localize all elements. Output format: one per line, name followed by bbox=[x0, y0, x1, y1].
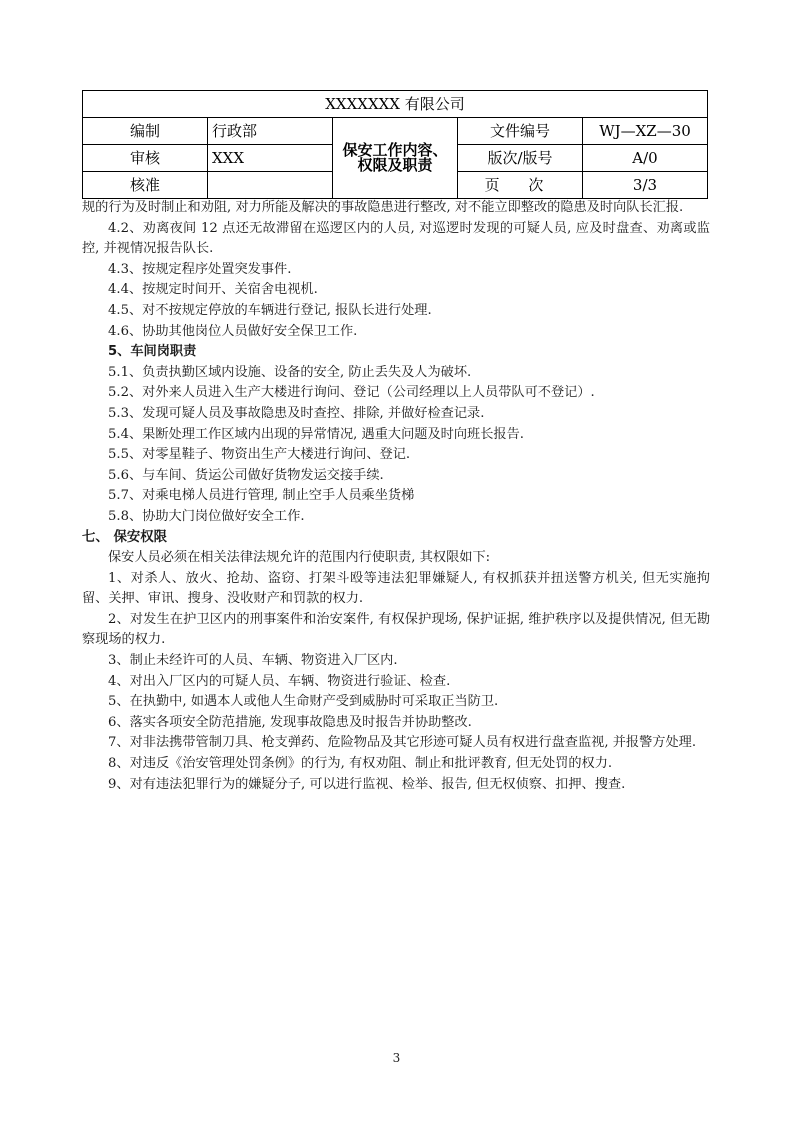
table-row bbox=[83, 118, 708, 145]
body-paragraph: 6、落实各项安全防范措施, 发现事故隐患及时报告并协助整改. bbox=[108, 714, 472, 730]
body-paragraph: 5、在执勤中, 如遇本人或他人生命财产受到威胁时可采取正当防卫. bbox=[108, 694, 499, 710]
reviewed-by-value: XXX bbox=[208, 145, 333, 172]
body-paragraph: 5.1、负责执勤区域内设施、设备的安全, 防止丢失及人为破坏. bbox=[108, 364, 472, 380]
document-header-table bbox=[82, 90, 708, 199]
approved-by-value bbox=[208, 172, 333, 199]
body-paragraph: 5.6、与车间、货运公司做好货物发运交接手续. bbox=[108, 467, 384, 483]
body-paragraph: 保安人员必须在相关法律法规允许的范围内行使职责, 其权限如下: bbox=[108, 550, 491, 566]
prepared-by-label: 编制 bbox=[83, 118, 208, 145]
document-title-cell: 保安工作内容、权限及职责 bbox=[333, 118, 458, 199]
body-paragraph: 5.7、对乘电梯人员进行管理, 制止空手人员乘坐货梯 bbox=[108, 488, 415, 504]
page-value: 3/3 bbox=[583, 172, 708, 199]
body-paragraph: 4.6、协助其他岗位人员做好安全保卫工作. bbox=[108, 323, 358, 339]
body-paragraph: 5.8、协助大门岗位做好安全工作. bbox=[108, 508, 305, 524]
version-value: A/0 bbox=[583, 145, 708, 172]
body-paragraph: 4.3、按规定程序处置突发事件. bbox=[108, 261, 292, 277]
body-paragraph: 7、对非法携带管制刀具、枪支弹药、危险物品及其它形迹可疑人员有权进行盘查监视, 并报警方处理. bbox=[108, 735, 697, 751]
document-number-label: 文件编号 bbox=[458, 118, 583, 145]
table-row-company bbox=[83, 91, 708, 118]
section-heading: 七、 保安权限 bbox=[82, 529, 168, 545]
document-body bbox=[82, 198, 710, 795]
body-paragraph: 5.4、果断处理工作区域内出现的异常情况, 遇重大问题及时向班长报告. bbox=[108, 426, 524, 442]
body-paragraph: 4.5、对不按规定停放的车辆进行登记, 报队长进行处理. bbox=[108, 302, 432, 318]
body-paragraph: 8、对违反《治安管理处罚条例》的行为, 有权劝阻、制止和批评教育, 但无处罚的权力. bbox=[108, 756, 613, 772]
document-number-value: WJ—XZ—30 bbox=[583, 118, 708, 145]
page-label: 页 次 bbox=[458, 172, 583, 199]
body-paragraph: 9、对有违法犯罪行为的嫌疑分子, 可以进行监视、检举、报告, 但无权侦察、扣押、搜查. bbox=[108, 776, 626, 792]
body-paragraph: 4.4、按规定时间开、关宿舍电视机. bbox=[108, 282, 318, 298]
body-paragraph: 规的行为及时制止和劝阻, 对力所能及解决的事故隐患进行整改, 对不能立即整改的隐患及时向队长汇报. bbox=[82, 200, 684, 215]
approved-by-label: 核准 bbox=[83, 172, 208, 199]
body-paragraph: 4、对出入厂区内的可疑人员、车辆、物资进行验证、检查. bbox=[108, 673, 451, 689]
reviewed-by-label: 审核 bbox=[83, 145, 208, 172]
body-paragraph: 5.2、对外来人员进入生产大楼进行询问、登记（公司经理以上人员带队可不登记）. bbox=[108, 385, 595, 401]
body-paragraph: 5.3、发现可疑人员及事故隐患及时查控、排除, 并做好检查记录. bbox=[108, 405, 485, 421]
company-name-cell: XXXXXXX 有限公司 bbox=[83, 91, 708, 118]
body-paragraph: 1、对杀人、放火、抢劫、盗窃、打架斗殴等违法犯罪嫌疑人, 有权抓获并扭送警方机关, 但无实施拘留、关押、审讯、搜身、没收财产和罚款的权力. bbox=[82, 570, 710, 607]
section-heading: 5、车间岗职责 bbox=[108, 344, 197, 360]
prepared-by-value: 行政部 bbox=[208, 118, 333, 145]
version-label: 版次/版号 bbox=[458, 145, 583, 172]
body-paragraph: 3、制止未经许可的人员、车辆、物资进入厂区内. bbox=[108, 653, 398, 669]
body-paragraph: 4.2、劝离夜间 12 点还无故滞留在巡逻区内的人员, 对巡逻时发现的可疑人员, 应及时盘查、劝离或监控, 并视情况报告队长. bbox=[82, 220, 710, 257]
footer-page-number: 3 bbox=[392, 1051, 401, 1065]
body-paragraph: 5.5、对零星鞋子、物资出生产大楼进行询问、登记. bbox=[108, 447, 411, 463]
body-paragraph: 2、对发生在护卫区内的刑事案件和治安案件, 有权保护现场, 保护证据, 维护秩序以及提供情况, 但无勘察现场的权力. bbox=[82, 611, 710, 648]
